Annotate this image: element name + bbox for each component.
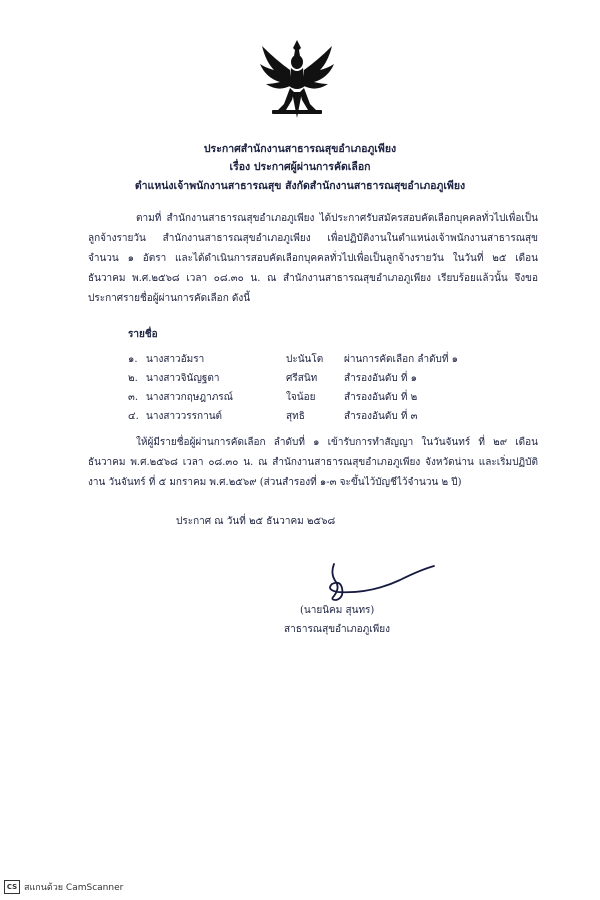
list-item-result: สำรองอันดับ ที่ ๓	[344, 411, 418, 422]
list-item-result: สำรองอันดับ ที่ ๑	[344, 373, 417, 384]
handwritten-signature	[310, 560, 450, 604]
list-item-number: ๔.	[128, 411, 139, 422]
signer-name: (นายนิคม สุนทร)	[300, 605, 375, 616]
list-item-surname: ปะนันโต	[286, 354, 324, 365]
list-item-surname: สุทธิ	[286, 411, 305, 422]
camscanner-logo-icon: CS	[4, 880, 20, 894]
list-item-name: นางสาวกฤษฎาภรณ์	[146, 392, 233, 403]
announcement-date: ประกาศ ณ วันที่ ๒๕ ธันวาคม ๒๕๖๘	[176, 516, 336, 527]
list-item-result: ผ่านการคัดเลือก ลำดับที่ ๑	[344, 354, 459, 365]
list-item	[128, 388, 508, 407]
list-item-name: นางสาววรรกานต์	[146, 411, 223, 422]
announcement-title: ประกาศสำนักงานสาธารณสุขอำเภอภูเพียง	[203, 143, 397, 155]
list-item-name: นางสาวอัมรา	[146, 354, 205, 365]
contract-paragraph: ให้ผู้มีรายชื่อผู้ผ่านการคัดเลือก ลำดับที่ ๑ เข้ารับการทำสัญญา ในวันจันทร์ ที่ ๒๙ เดือนธันวาคม พ.ศ.๒๕๖๘ เวลา ๐๘.๓๐ น. ณ สำนักงานสาธารณสุขอำเภอภูเพียง จังหวัดน่าน และเริ่มปฏิบัติงาน วันจันทร์ ที่ ๕ มกราคม พ.ศ.๒๕๖๙ (ส่วนสำรองที่ ๑-๓ จะขึ้นไว้บัญชีไว้จำนวน ๒ ปี)	[88, 437, 538, 488]
announcement-subject: เรื่อง ประกาศผู้ผ่านการคัดเลือก	[229, 161, 371, 173]
list-item-surname: ใจน้อย	[286, 392, 316, 403]
list-item-surname: ศรีสนิท	[286, 373, 318, 384]
name-list	[128, 350, 508, 426]
intro-paragraph: ตามที่ สำนักงานสาธารณสุขอำเภอภูเพียง ได้ประกาศรับสมัครสอบคัดเลือกบุคคลทั่วไปเพื่อเป็นลูกจ้างรายวัน สำนักงานสาธารณสุขอำเภอภูเพียง เพื่อปฏิบัติงานในตำแหน่งเจ้าพนักงานสาธารณสุข จำนวน ๑ อัตรา และได้ดำเนินการสอบคัดเลือกบุคคลทั่วไปเพื่อเป็นลูกจ้างรายวัน ในวันที่ ๒๕ เดือนธันวาคม พ.ศ.๒๕๖๘ เวลา ๐๘.๓๐ น. ณ สำนักงานสาธารณสุขอำเภอภูเพียง เรียบร้อยแล้วนั้น จึงขอประกาศรายชื่อผู้ผ่านการคัดเลือก ดังนี้	[88, 213, 538, 304]
list-item-result: สำรองอันดับ ที่ ๒	[344, 392, 418, 403]
announcement-position-line: ตำแหน่งเจ้าพนักงานสาธารณสุข สังกัดสำนักงานสาธารณสุขอำเภอภูเพียง	[134, 180, 466, 192]
name-list-heading: รายชื่อ	[128, 329, 158, 340]
camscanner-text: สแกนด้วย CamScanner	[24, 883, 124, 893]
camscanner-watermark	[4, 880, 123, 894]
garuda-emblem-icon	[256, 38, 338, 122]
list-item-number: ๑.	[128, 354, 138, 365]
list-item	[128, 369, 508, 388]
list-item-number: ๒.	[128, 373, 138, 384]
list-item-name: นางสาวจินัญฐตา	[146, 373, 220, 384]
list-item	[128, 407, 508, 426]
list-item-number: ๓.	[128, 392, 139, 403]
list-item	[128, 350, 508, 369]
signer-position: สาธารณสุขอำเภอภูเพียง	[284, 624, 391, 635]
